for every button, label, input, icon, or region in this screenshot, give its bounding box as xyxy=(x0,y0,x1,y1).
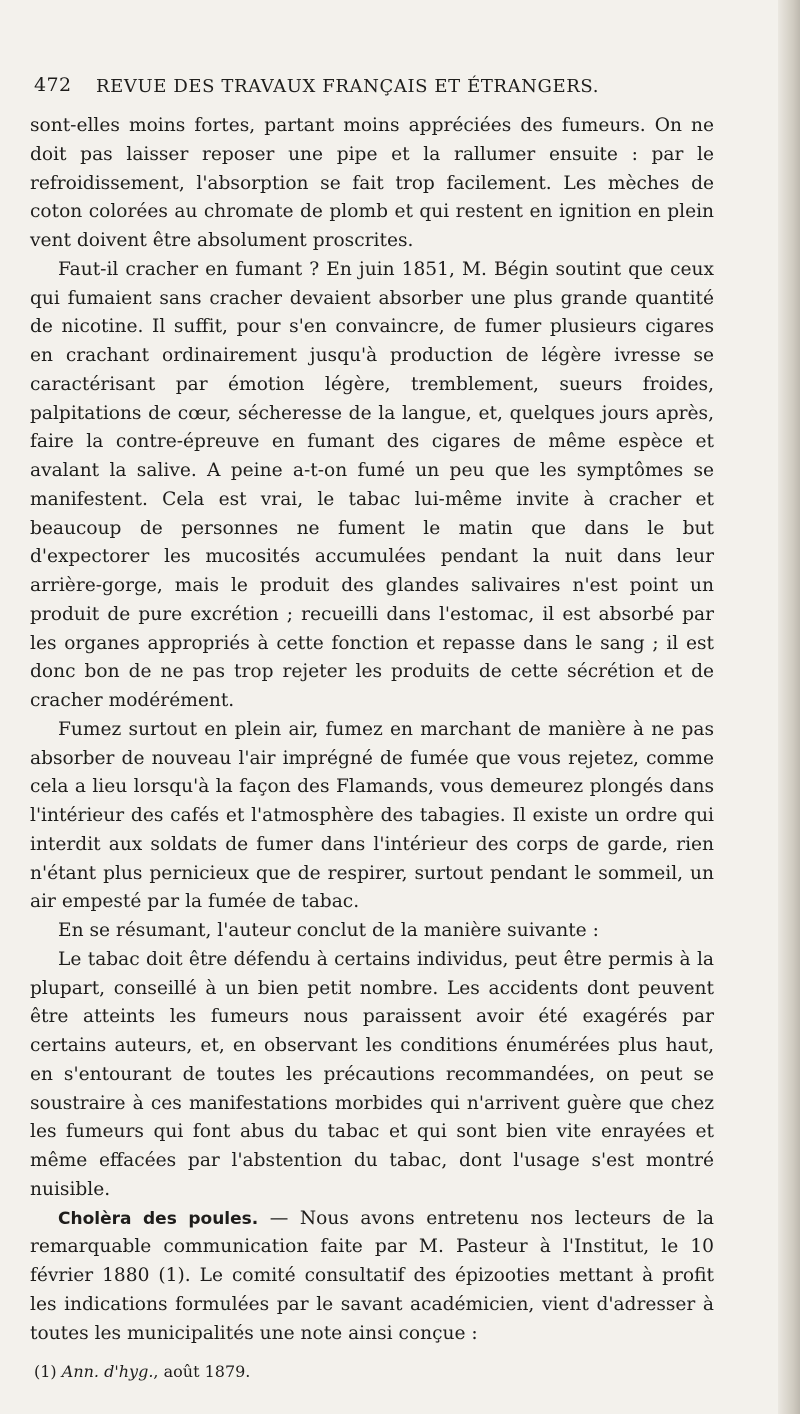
paragraph-conclusion: Le tabac doit être défendu à certains individus, peut être permis à la plupart, conseillé à un bien petit nombre. Les accidents dont peuvent être atteints les fumeurs nous paraissent avoir été exagérés par certains auteurs, et, en observant les conditions énumérées plus haut, en s'entourant de toutes les précautions recommandées, on peut se soustraire à ces manifestations morbides qui n'arrivent guère que chez les fumeurs qui font abus du tabac et qui sont bien vite enrayées et même effacées par l'abstention du tabac, dont l'usage s'est montré nuisible. xyxy=(30,948,714,1200)
paragraph-continuation: sont-elles moins fortes, partant moins appréciées des fumeurs. On ne doit pas laisser reposer une pipe et la rallumer ensuite : par le refroidissement, l'absorption se fait trop facilement. Les mèches de coton colorées au chromate de plomb et qui restent en ignition en plein vent doivent être absolument proscrites. xyxy=(30,115,714,251)
paragraph-cracher: Faut-il cracher en fumant ? En juin 1851, M. Bégin soutint que ceux qui fumaient sans cracher devaient absorber une plus grande quantité de nicotine. Il suffit, pour s'en convaincre, de fumer plusieurs cigares en crachant ordinairement jusqu'à production de légère ivresse se caractérisant par émotion légère, tremblement, sueurs froides, palpitations de cœur, sécheresse de la langue, et, quelques jours après, faire la contre-épreuve en fumant des cigares de même espèce et avalant la salive. A peine a-t-on fumé un peu que les symptômes se manifestent. Cela est vrai, le tabac lui-même invite à cracher et beaucoup de personnes ne fument le matin que dans le but d'expectorer les mucosités accumulées pendant la nuit dans leur arrière-gorge, mais le produit des glandes salivaires n'est point un produit de pure excrétion ; recueilli dans l'estomac, il est absorbé par les organes appropriés à cette fonction et repasse dans le sang ; il est donc bon de ne pas trop rejeter les produits de cette sécrétion et de cracher modérément. xyxy=(30,258,714,711)
footnote xyxy=(34,1362,250,1381)
running-title: REVUE DES TRAVAUX FRANÇAIS ET ÉTRANGERS. xyxy=(96,76,600,97)
paragraph-plein-air: Fumez surtout en plein air, fumez en marchant de manière à ne pas absorber de nouveau l'air imprégné de fumée que vous rejetez, comme cela a lieu lorsqu'à la façon des Flamands, vous demeurez plongés dans l'intérieur des cafés et l'atmosphère des tabagies. Il existe un ordre qui interdit aux soldats de fumer dans l'intérieur des corps de garde, rien n'étant plus pernicieux que de respirer, surtout pendant le sommeil, un air empesté par la fumée de tabac. xyxy=(30,718,714,913)
footnote-journal: Ann. d'hyg. xyxy=(61,1362,154,1381)
footnote-date: , août 1879. xyxy=(153,1362,251,1381)
section-cholera xyxy=(30,1205,714,1349)
body-text xyxy=(30,112,714,1348)
footnote-marker: (1) xyxy=(34,1362,57,1381)
paragraph-resume-intro: En se résumant, l'auteur conclut de la manière suivante : xyxy=(58,920,599,941)
page-edge-shadow xyxy=(778,0,800,1414)
running-header xyxy=(34,74,674,100)
section-text: — Nous avons entretenu nos lecteurs de la remarquable communication faite par M. Pasteur à l'Institut, le 10 février 1880 (1). Le comité consultatif des épizooties mettant à profit les indications formulées par le savant académicien, vient d'adresser à toutes les municipalités une note ainsi conçue : xyxy=(30,1207,714,1344)
page-number: 472 xyxy=(34,74,72,96)
section-title: Cholèra des poules. xyxy=(58,1208,259,1229)
